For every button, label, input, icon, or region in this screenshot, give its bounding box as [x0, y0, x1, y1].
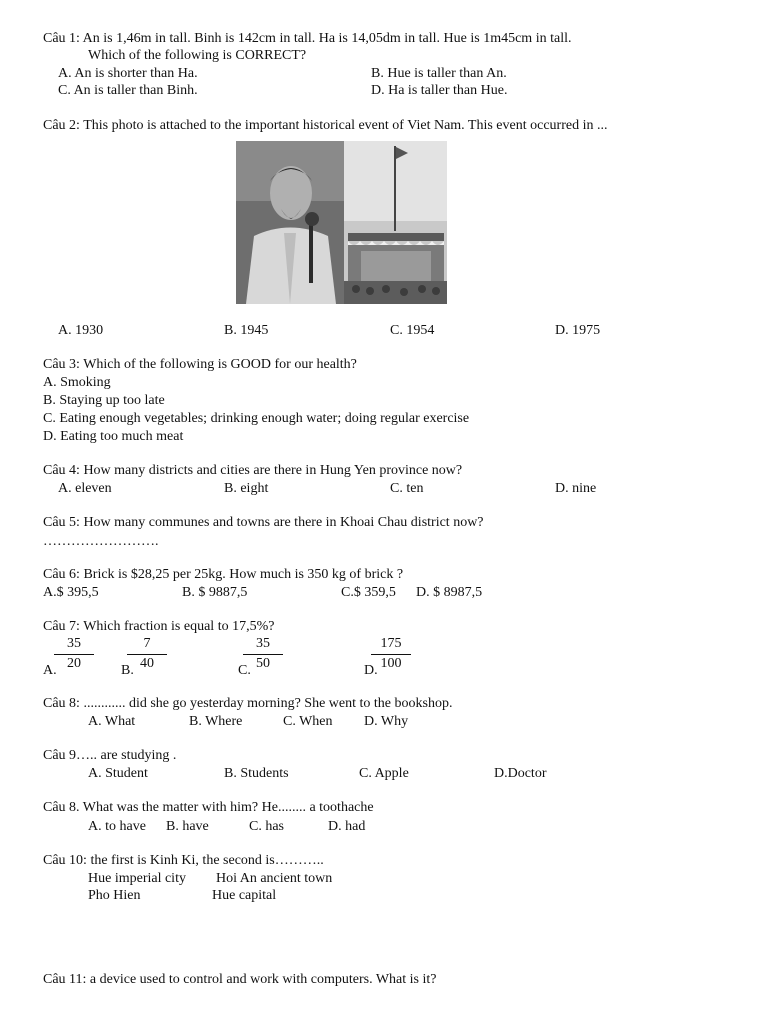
q7-fraction-c [243, 636, 283, 672]
q11-stem: Câu 11: a device used to control and work with computers. What is it? [43, 972, 437, 987]
q9-option-c: C. Apple [359, 766, 409, 781]
q1-option-d: D. Ha is taller than Hue. [371, 83, 508, 98]
q8-option-b: B. Where [189, 714, 243, 729]
q1-option-c: C. An is taller than Binh. [58, 83, 198, 98]
q8b-stem: Câu 8. What was the matter with him? He........ a toothache [43, 800, 374, 815]
q7-fraction-d-numerator: 175 [371, 636, 411, 655]
q1-stem-line2: Which of the following is CORRECT? [88, 48, 307, 63]
q7-fraction-b [127, 636, 167, 672]
q6-option-c: C.$ 359,5 [341, 585, 396, 600]
q9-option-a: A. Student [88, 766, 148, 781]
historical-photo [236, 141, 447, 304]
q2-option-b: B. 1945 [224, 323, 269, 338]
q7-stem: Câu 7: Which fraction is equal to 17,5%? [43, 619, 275, 634]
q8b-option-b: B. have [166, 819, 209, 834]
q7-option-d-label: D. [364, 663, 378, 678]
q10-option-1: Hue imperial city [88, 871, 186, 886]
q8-option-d: D. Why [364, 714, 409, 729]
q7-fraction-a [54, 636, 94, 672]
q9-stem: Câu 9….. are studying . [43, 748, 177, 763]
q3-option-c: C. Eating enough vegetables; drinking enough water; doing regular exercise [43, 411, 470, 426]
q8b-option-d: D. had [328, 819, 366, 834]
q1-stem: Câu 1: An is 1,46m in tall. Binh is 142cm in tall. Ha is 14,05dm in tall. Hue is 1m45cm in tall. [43, 31, 572, 46]
q10-stem: Câu 10: the first is Kinh Ki, the second is……….. [43, 853, 324, 868]
q3-option-b: B. Staying up too late [43, 393, 165, 408]
q3-option-a: A. Smoking [43, 375, 111, 390]
q8b-option-a: A. to have [88, 819, 146, 834]
q7-option-a-label: A. [43, 663, 57, 678]
q7-option-c-label: C. [238, 663, 251, 678]
q6-option-d: D. $ 8987,5 [416, 585, 483, 600]
q7-fraction-a-numerator: 35 [54, 636, 94, 655]
q7-fraction-d-denominator: 100 [380, 656, 402, 671]
q2-option-a: A. 1930 [58, 323, 104, 338]
q1-option-b: B. Hue is taller than An. [371, 66, 507, 81]
q9-option-b: B. Students [224, 766, 289, 781]
q2-stem: Câu 2: This photo is attached to the important historical event of Viet Nam. This event occurred in ... [43, 118, 608, 133]
q4-option-a: A. eleven [58, 481, 112, 496]
q7-fraction-d [371, 636, 411, 672]
q3-stem: Câu 3: Which of the following is GOOD for our health? [43, 357, 357, 372]
q8-option-c: C. When [283, 714, 333, 729]
q1-option-a: A. An is shorter than Ha. [58, 66, 198, 81]
q7-fraction-c-numerator: 35 [243, 636, 283, 655]
q2-option-c: C. 1954 [390, 323, 435, 338]
q4-stem: Câu 4: How many districts and cities are there in Hung Yen province now? [43, 463, 463, 478]
q7-fraction-b-denominator: 40 [140, 656, 154, 671]
q10-option-2: Hoi An ancient town [216, 871, 333, 886]
q9-option-d: D.Doctor [494, 766, 547, 781]
q7-option-b-label: B. [121, 663, 134, 678]
q4-option-c: C. ten [390, 481, 424, 496]
q4-option-b: B. eight [224, 481, 269, 496]
q8b-option-c: C. has [249, 819, 284, 834]
q6-option-a: A.$ 395,5 [43, 585, 99, 600]
q5-answer-blank: ……………………. [43, 534, 159, 549]
q5-stem: Câu 5: How many communes and towns are there in Khoai Chau district now? [43, 515, 484, 530]
q10-option-4: Hue capital [212, 888, 277, 903]
q6-stem: Câu 6: Brick is $28,25 per 25kg. How much is 350 kg of brick ? [43, 567, 404, 582]
q8-option-a: A. What [88, 714, 136, 729]
q2-option-d: D. 1975 [555, 323, 601, 338]
q7-fraction-b-numerator: 7 [127, 636, 167, 655]
q7-fraction-a-denominator: 20 [67, 656, 81, 671]
q7-fraction-c-denominator: 50 [256, 656, 270, 671]
q3-option-d: D. Eating too much meat [43, 429, 184, 444]
q10-option-3: Pho Hien [88, 888, 141, 903]
q4-option-d: D. nine [555, 481, 597, 496]
q6-option-b: B. $ 9887,5 [182, 585, 248, 600]
q8-stem: Câu 8: ............ did she go yesterday morning? She went to the bookshop. [43, 696, 453, 711]
